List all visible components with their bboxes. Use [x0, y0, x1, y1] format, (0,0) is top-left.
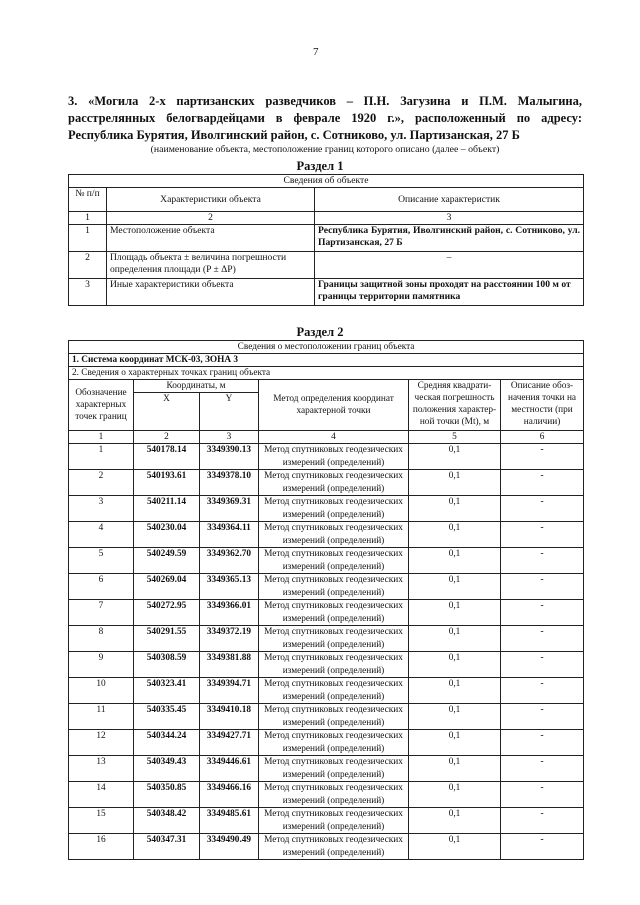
x-coordinate: 540323.41	[134, 678, 200, 704]
col-num-header: № п/п	[69, 188, 107, 212]
mt-cell: 0,1	[409, 678, 501, 704]
index-cell: 1	[69, 212, 107, 225]
point-description: -	[501, 470, 584, 496]
method-cell: Метод спутниковых геодезических измерений (определений)	[259, 496, 409, 522]
y-coordinate: 3349390.13	[200, 444, 259, 470]
x-coordinate: 540348.42	[134, 808, 200, 834]
y-coordinate: 3349365.13	[200, 574, 259, 600]
point-description: -	[501, 782, 584, 808]
section2-title: Раздел 2	[296, 325, 344, 339]
index-cell: 2	[134, 431, 200, 444]
table-row	[69, 496, 584, 522]
col-y-header: Y	[200, 393, 259, 431]
points-body	[69, 444, 584, 860]
object-info-table	[68, 174, 584, 306]
x-coordinate: 540349.43	[134, 756, 200, 782]
point-number: 11	[69, 704, 134, 730]
x-coordinate: 540347.31	[134, 834, 200, 860]
point-description: -	[501, 756, 584, 782]
method-cell: Метод спутниковых геодезических измерений (определений)	[259, 678, 409, 704]
method-cell: Метод спутниковых геодезических измерений (определений)	[259, 730, 409, 756]
point-number: 10	[69, 678, 134, 704]
y-coordinate: 3349394.71	[200, 678, 259, 704]
description-cell: Республика Бурятия, Иволгинский район, с. Сотниково, ул. Партизанская, 27 Б	[315, 225, 584, 252]
point-number: 4	[69, 522, 134, 548]
mt-cell: 0,1	[409, 808, 501, 834]
description-cell: –	[315, 252, 584, 279]
mt-cell: 0,1	[409, 496, 501, 522]
object-subcaption: (наименование объекта, местоположение границ которого описано (далее – объект)	[150, 144, 500, 155]
mt-cell: 0,1	[409, 834, 501, 860]
point-description: -	[501, 548, 584, 574]
y-coordinate: 3349427.71	[200, 730, 259, 756]
characteristic-cell: Местоположение объекта	[107, 225, 315, 252]
point-description: -	[501, 730, 584, 756]
index-cell: 3	[315, 212, 584, 225]
points-title-line: 2. Сведения о характерных точках границ объекта	[69, 367, 584, 380]
table-row	[69, 279, 584, 306]
y-coordinate: 3349381.88	[200, 652, 259, 678]
point-description: -	[501, 574, 584, 600]
table-row	[69, 626, 584, 652]
x-coordinate: 540193.61	[134, 470, 200, 496]
point-number: 3	[69, 496, 134, 522]
table-row	[69, 548, 584, 574]
method-cell: Метод спутниковых геодезических измерений (определений)	[259, 782, 409, 808]
point-description: -	[501, 496, 584, 522]
table-row	[69, 574, 584, 600]
table-row	[69, 808, 584, 834]
x-coordinate: 540344.24	[134, 730, 200, 756]
mt-cell: 0,1	[409, 652, 501, 678]
characteristic-cell: Иные характеристики объекта	[107, 279, 315, 306]
table-row	[69, 522, 584, 548]
y-coordinate: 3349369.31	[200, 496, 259, 522]
col-method-header: Метод определения координат характерной точки	[259, 380, 409, 431]
point-number: 1	[69, 444, 134, 470]
row-number: 3	[69, 279, 107, 306]
mt-cell: 0,1	[409, 522, 501, 548]
point-number: 7	[69, 600, 134, 626]
x-coordinate: 540308.59	[134, 652, 200, 678]
method-cell: Метод спутниковых геодезических измерений (определений)	[259, 652, 409, 678]
method-cell: Метод спутниковых геодезических измерений (определений)	[259, 522, 409, 548]
x-coordinate: 540230.04	[134, 522, 200, 548]
x-coordinate: 540350.85	[134, 782, 200, 808]
col-mt-header: Средняя квадрати-ческая погрешность положения характер-ной точки (Mt), м	[409, 380, 501, 431]
point-description: -	[501, 704, 584, 730]
x-coordinate: 540178.14	[134, 444, 200, 470]
object-heading: 3. «Могила 2-х партизанских разведчиков – П.Н. Загузина и П.М. Малыгина, расстрелянных белогвардейцами в феврале 1920 г.», расположенный по адресу: Республика Бурятия, Иволгинский район, с. Сотниково, ул. Партизанская, 27 Б	[68, 94, 582, 142]
row-number: 2	[69, 252, 107, 279]
y-coordinate: 3349410.18	[200, 704, 259, 730]
method-cell: Метод спутниковых геодезических измерений (определений)	[259, 626, 409, 652]
table-row	[69, 470, 584, 496]
point-number: 14	[69, 782, 134, 808]
y-coordinate: 3349372.19	[200, 626, 259, 652]
method-cell: Метод спутниковых геодезических измерений (определений)	[259, 600, 409, 626]
table-row	[69, 444, 584, 470]
y-coordinate: 3349446.61	[200, 756, 259, 782]
x-coordinate: 540335.45	[134, 704, 200, 730]
point-number: 9	[69, 652, 134, 678]
mt-cell: 0,1	[409, 574, 501, 600]
boundary-table-title: Сведения о местоположении границ объекта	[69, 341, 584, 354]
col-descr-header: Описание обоз-начения точки на местности (при наличии)	[501, 380, 584, 431]
table-row	[69, 834, 584, 860]
y-coordinate: 3349362.70	[200, 548, 259, 574]
description-cell: Границы защитной зоны проходят на расстоянии 100 м от границы территории памятника	[315, 279, 584, 306]
method-cell: Метод спутниковых геодезических измерений (определений)	[259, 444, 409, 470]
col-coords-header: Координаты, м	[134, 380, 259, 393]
y-coordinate: 3349466.16	[200, 782, 259, 808]
mt-cell: 0,1	[409, 548, 501, 574]
point-number: 8	[69, 626, 134, 652]
x-coordinate: 540291.55	[134, 626, 200, 652]
characteristic-cell: Площадь объекта ± величина погрешности определения площади (P ± ΔP)	[107, 252, 315, 279]
method-cell: Метод спутниковых геодезических измерений (определений)	[259, 704, 409, 730]
boundary-points-table	[68, 340, 584, 860]
index-cell: 1	[69, 431, 134, 444]
point-description: -	[501, 600, 584, 626]
mt-cell: 0,1	[409, 756, 501, 782]
table-row	[69, 678, 584, 704]
x-coordinate: 540269.04	[134, 574, 200, 600]
method-cell: Метод спутниковых геодезических измерений (определений)	[259, 574, 409, 600]
index-cell: 3	[200, 431, 259, 444]
method-cell: Метод спутниковых геодезических измерений (определений)	[259, 470, 409, 496]
mt-cell: 0,1	[409, 782, 501, 808]
method-cell: Метод спутниковых геодезических измерений (определений)	[259, 808, 409, 834]
index-cell: 5	[409, 431, 501, 444]
col-desc-header: Описание характеристик	[315, 188, 584, 212]
y-coordinate: 3349364.11	[200, 522, 259, 548]
point-description: -	[501, 834, 584, 860]
index-cell: 2	[107, 212, 315, 225]
table-row	[69, 652, 584, 678]
table-row	[69, 756, 584, 782]
y-coordinate: 3349366.01	[200, 600, 259, 626]
mt-cell: 0,1	[409, 730, 501, 756]
point-description: -	[501, 444, 584, 470]
object-info-table-title: Сведения об объекте	[69, 175, 584, 188]
mt-cell: 0,1	[409, 704, 501, 730]
method-cell: Метод спутниковых геодезических измерений (определений)	[259, 548, 409, 574]
mt-cell: 0,1	[409, 470, 501, 496]
table-row	[69, 730, 584, 756]
mt-cell: 0,1	[409, 600, 501, 626]
point-number: 15	[69, 808, 134, 834]
col-x-header: X	[134, 393, 200, 431]
method-cell: Метод спутниковых геодезических измерений (определений)	[259, 756, 409, 782]
coord-system-line	[69, 354, 584, 367]
table-row	[69, 704, 584, 730]
point-number: 6	[69, 574, 134, 600]
point-description: -	[501, 678, 584, 704]
point-number: 5	[69, 548, 134, 574]
col-designation-header: Обозначение характерных точек границ	[69, 380, 134, 431]
col-char-header: Характеристики объекта	[107, 188, 315, 212]
y-coordinate: 3349485.61	[200, 808, 259, 834]
point-description: -	[501, 522, 584, 548]
point-number: 16	[69, 834, 134, 860]
point-description: -	[501, 652, 584, 678]
point-description: -	[501, 626, 584, 652]
table-row	[69, 252, 584, 279]
table-row	[69, 782, 584, 808]
coord-system-text: 1. Система координат МСК-03, ЗОНА 3	[72, 355, 239, 365]
table-row	[69, 600, 584, 626]
x-coordinate: 540249.59	[134, 548, 200, 574]
section1-title: Раздел 1	[296, 159, 344, 173]
y-coordinate: 3349490.49	[200, 834, 259, 860]
point-description: -	[501, 808, 584, 834]
method-cell: Метод спутниковых геодезических измерений (определений)	[259, 834, 409, 860]
mt-cell: 0,1	[409, 626, 501, 652]
y-coordinate: 3349378.10	[200, 470, 259, 496]
point-number: 12	[69, 730, 134, 756]
x-coordinate: 540211.14	[134, 496, 200, 522]
point-number: 13	[69, 756, 134, 782]
index-cell: 4	[259, 431, 409, 444]
mt-cell: 0,1	[409, 444, 501, 470]
page-number: 7	[313, 46, 319, 58]
point-number: 2	[69, 470, 134, 496]
table-row	[69, 225, 584, 252]
index-cell: 6	[501, 431, 584, 444]
row-number: 1	[69, 225, 107, 252]
x-coordinate: 540272.95	[134, 600, 200, 626]
